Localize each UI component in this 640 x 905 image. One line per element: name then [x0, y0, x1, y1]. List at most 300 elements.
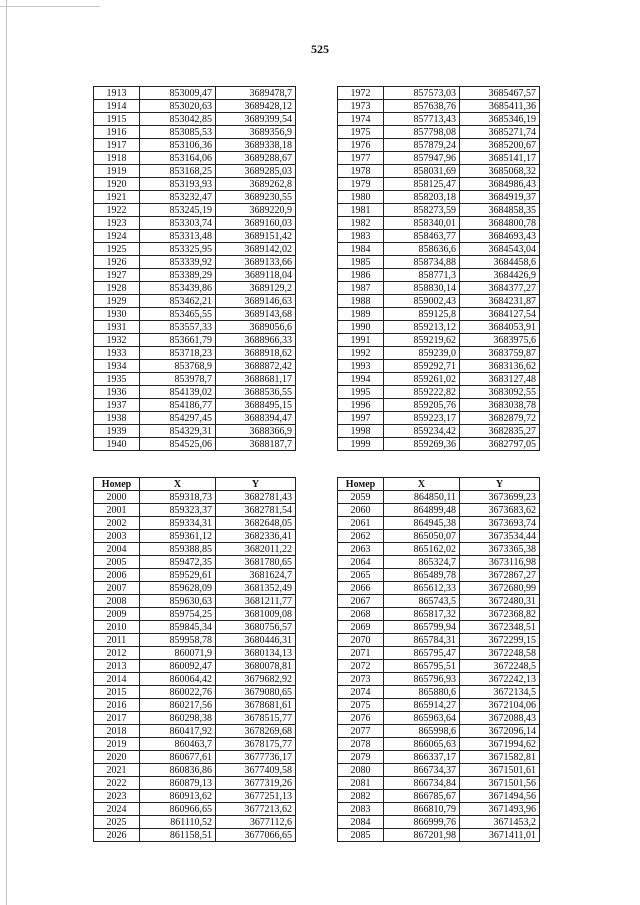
- x-coordinate-cell: 858203,18: [384, 191, 460, 204]
- y-coordinate-cell: 3685346,19: [460, 113, 540, 126]
- table-row: [338, 243, 540, 256]
- y-coordinate-cell: 3689160,03: [216, 217, 296, 230]
- point-number-cell: 2004: [94, 543, 140, 556]
- point-number-cell: 2061: [338, 517, 384, 530]
- x-coordinate-cell: 865817,32: [384, 608, 460, 621]
- table-row: [338, 556, 540, 569]
- table-row: [94, 425, 296, 438]
- y-coordinate-cell: 3688495,15: [216, 399, 296, 412]
- point-number-cell: 2067: [338, 595, 384, 608]
- point-number-cell: 2002: [94, 517, 140, 530]
- table-row: [338, 295, 540, 308]
- point-number-cell: 2011: [94, 634, 140, 647]
- y-coordinate-cell: 3672867,27: [460, 569, 540, 582]
- x-coordinate-cell: 865795,47: [384, 647, 460, 660]
- x-coordinate-cell: 860022,76: [140, 686, 216, 699]
- x-coordinate-cell: 859223,17: [384, 412, 460, 425]
- table-row: [338, 256, 540, 269]
- page-number: 525: [311, 42, 329, 56]
- point-number-cell: 1992: [338, 347, 384, 360]
- y-coordinate-cell: 3688536,55: [216, 386, 296, 399]
- y-coordinate-cell: 3683092,55: [460, 386, 540, 399]
- x-coordinate-cell: 858463,77: [384, 230, 460, 243]
- y-coordinate-cell: 3689146,63: [216, 295, 296, 308]
- y-coordinate-cell: 3683127,48: [460, 373, 540, 386]
- x-coordinate-cell: 859630,63: [140, 595, 216, 608]
- point-number-cell: 2007: [94, 582, 140, 595]
- point-number-cell: 1919: [94, 165, 140, 178]
- y-coordinate-cell: 3678681,61: [216, 699, 296, 712]
- x-coordinate-cell: 853718,23: [140, 347, 216, 360]
- table-row: [94, 803, 296, 816]
- header-x: X: [140, 478, 216, 491]
- table-row: [94, 777, 296, 790]
- table-row: [338, 660, 540, 673]
- y-coordinate-cell: 3682648,05: [216, 517, 296, 530]
- point-number-cell: 2059: [338, 491, 384, 504]
- point-number-cell: 2014: [94, 673, 140, 686]
- y-coordinate-cell: 3689133,66: [216, 256, 296, 269]
- y-coordinate-cell: 3672104,06: [460, 699, 540, 712]
- x-coordinate-cell: 859628,09: [140, 582, 216, 595]
- x-coordinate-cell: 864850,11: [384, 491, 460, 504]
- x-coordinate-cell: 860092,47: [140, 660, 216, 673]
- y-coordinate-cell: 3688187,7: [216, 438, 296, 451]
- point-number-cell: 1973: [338, 100, 384, 113]
- y-coordinate-cell: 3672088,43: [460, 712, 540, 725]
- header-x: X: [384, 478, 460, 491]
- point-number-cell: 2019: [94, 738, 140, 751]
- x-coordinate-cell: 858125,47: [384, 178, 460, 191]
- table-row: [94, 321, 296, 334]
- table-row: [94, 621, 296, 634]
- x-coordinate-cell: 853768,9: [140, 360, 216, 373]
- point-number-cell: 2008: [94, 595, 140, 608]
- table-row: [94, 295, 296, 308]
- point-number-cell: 2072: [338, 660, 384, 673]
- table-row: [338, 543, 540, 556]
- y-coordinate-cell: 3689143,68: [216, 308, 296, 321]
- x-coordinate-cell: 866999,76: [384, 816, 460, 829]
- point-number-cell: 1987: [338, 282, 384, 295]
- table-row: [94, 751, 296, 764]
- x-coordinate-cell: 857947,96: [384, 152, 460, 165]
- y-coordinate-cell: 3678175,77: [216, 738, 296, 751]
- table-row: [338, 87, 540, 100]
- coordinates-table-top-left: [93, 86, 296, 451]
- y-coordinate-cell: 3682797,05: [460, 438, 540, 451]
- table-row: [338, 608, 540, 621]
- x-coordinate-cell: 859754,25: [140, 608, 216, 621]
- point-number-cell: 2075: [338, 699, 384, 712]
- point-number-cell: 2024: [94, 803, 140, 816]
- table-row: [338, 764, 540, 777]
- x-coordinate-cell: 859361,12: [140, 530, 216, 543]
- y-coordinate-cell: 3684231,87: [460, 295, 540, 308]
- point-number-cell: 1938: [94, 412, 140, 425]
- x-coordinate-cell: 867201,98: [384, 829, 460, 842]
- x-coordinate-cell: 853168,25: [140, 165, 216, 178]
- point-number-cell: 2005: [94, 556, 140, 569]
- y-coordinate-cell: 3689262,8: [216, 178, 296, 191]
- table-row: [338, 139, 540, 152]
- point-number-cell: 1926: [94, 256, 140, 269]
- x-coordinate-cell: 859292,71: [384, 360, 460, 373]
- point-number-cell: 2022: [94, 777, 140, 790]
- table-row: [94, 191, 296, 204]
- point-number-cell: 1998: [338, 425, 384, 438]
- table-row: [94, 491, 296, 504]
- table-row: [94, 269, 296, 282]
- point-number-cell: 2079: [338, 751, 384, 764]
- point-number-cell: 1984: [338, 243, 384, 256]
- x-coordinate-cell: 859219,62: [384, 334, 460, 347]
- y-coordinate-cell: 3684986,43: [460, 178, 540, 191]
- x-coordinate-cell: 860913,62: [140, 790, 216, 803]
- table-row: [94, 204, 296, 217]
- point-number-cell: 2071: [338, 647, 384, 660]
- y-coordinate-cell: 3684693,43: [460, 230, 540, 243]
- table-row: [94, 608, 296, 621]
- x-coordinate-cell: 860836,86: [140, 764, 216, 777]
- point-number-cell: 1981: [338, 204, 384, 217]
- point-number-cell: 2070: [338, 634, 384, 647]
- x-coordinate-cell: 861158,51: [140, 829, 216, 842]
- table-row: [94, 113, 296, 126]
- x-coordinate-cell: 866337,17: [384, 751, 460, 764]
- y-coordinate-cell: 3677251,13: [216, 790, 296, 803]
- table-row: [94, 595, 296, 608]
- table-row: [94, 282, 296, 295]
- x-coordinate-cell: 853193,93: [140, 178, 216, 191]
- y-coordinate-cell: 3685271,74: [460, 126, 540, 139]
- header-number: Номер: [94, 478, 140, 491]
- point-number-cell: 1917: [94, 139, 140, 152]
- table-row: [338, 438, 540, 451]
- point-number-cell: 2085: [338, 829, 384, 842]
- y-coordinate-cell: 3688681,17: [216, 373, 296, 386]
- y-coordinate-cell: 3684919,37: [460, 191, 540, 204]
- point-number-cell: 1986: [338, 269, 384, 282]
- point-number-cell: 1934: [94, 360, 140, 373]
- table-row: [338, 204, 540, 217]
- header-y: Y: [460, 478, 540, 491]
- x-coordinate-cell: 860217,56: [140, 699, 216, 712]
- x-coordinate-cell: 859529,61: [140, 569, 216, 582]
- point-number-cell: 2062: [338, 530, 384, 543]
- x-coordinate-cell: 859002,43: [384, 295, 460, 308]
- x-coordinate-cell: 865162,02: [384, 543, 460, 556]
- y-coordinate-cell: 3673683,62: [460, 504, 540, 517]
- x-coordinate-cell: 865963,64: [384, 712, 460, 725]
- point-number-cell: 2009: [94, 608, 140, 621]
- table-row: [94, 699, 296, 712]
- x-coordinate-cell: 854186,77: [140, 399, 216, 412]
- table-row: [338, 738, 540, 751]
- point-number-cell: 2017: [94, 712, 140, 725]
- y-coordinate-cell: 3685068,32: [460, 165, 540, 178]
- table-row: [338, 569, 540, 582]
- table-row: [94, 530, 296, 543]
- point-number-cell: 1978: [338, 165, 384, 178]
- table-row: [338, 517, 540, 530]
- y-coordinate-cell: 3677066,65: [216, 829, 296, 842]
- x-coordinate-cell: 859261,02: [384, 373, 460, 386]
- point-number-cell: 1932: [94, 334, 140, 347]
- y-coordinate-cell: 3680078,81: [216, 660, 296, 673]
- x-coordinate-cell: 865914,27: [384, 699, 460, 712]
- table-row: [338, 803, 540, 816]
- table-row: [338, 308, 540, 321]
- table-row: [338, 373, 540, 386]
- table-row: [338, 217, 540, 230]
- y-coordinate-cell: 3672242,13: [460, 673, 540, 686]
- point-number-cell: 2012: [94, 647, 140, 660]
- y-coordinate-cell: 3689285,03: [216, 165, 296, 178]
- y-coordinate-cell: 3689288,67: [216, 152, 296, 165]
- x-coordinate-cell: 853106,36: [140, 139, 216, 152]
- point-number-cell: 1937: [94, 399, 140, 412]
- x-coordinate-cell: 854525,06: [140, 438, 216, 451]
- table-row: [338, 829, 540, 842]
- table-row: [94, 360, 296, 373]
- x-coordinate-cell: 860966,65: [140, 803, 216, 816]
- table-header-row: [94, 478, 296, 491]
- table-row: [338, 647, 540, 660]
- point-number-cell: 1914: [94, 100, 140, 113]
- y-coordinate-cell: 3684458,6: [460, 256, 540, 269]
- point-number-cell: 2073: [338, 673, 384, 686]
- y-coordinate-cell: 3685200,67: [460, 139, 540, 152]
- point-number-cell: 1999: [338, 438, 384, 451]
- x-coordinate-cell: 865612,33: [384, 582, 460, 595]
- table-row: [338, 634, 540, 647]
- y-coordinate-cell: 3684053,91: [460, 321, 540, 334]
- y-coordinate-cell: 3689220,9: [216, 204, 296, 217]
- x-coordinate-cell: 853085,53: [140, 126, 216, 139]
- y-coordinate-cell: 3684800,78: [460, 217, 540, 230]
- table-row: [338, 673, 540, 686]
- y-coordinate-cell: 3682879,72: [460, 412, 540, 425]
- table-row: [94, 647, 296, 660]
- table-row: [94, 438, 296, 451]
- x-coordinate-cell: 865743,5: [384, 595, 460, 608]
- y-coordinate-cell: 3682835,27: [460, 425, 540, 438]
- x-coordinate-cell: 854139,02: [140, 386, 216, 399]
- y-coordinate-cell: 3681624,7: [216, 569, 296, 582]
- point-number-cell: 1990: [338, 321, 384, 334]
- y-coordinate-cell: 3680134,13: [216, 647, 296, 660]
- table-row: [338, 269, 540, 282]
- x-coordinate-cell: 865998,6: [384, 725, 460, 738]
- y-coordinate-cell: 3677213,62: [216, 803, 296, 816]
- point-number-cell: 2016: [94, 699, 140, 712]
- x-coordinate-cell: 853009,47: [140, 87, 216, 100]
- point-number-cell: 1972: [338, 87, 384, 100]
- y-coordinate-cell: 3689478,7: [216, 87, 296, 100]
- y-coordinate-cell: 3682781,43: [216, 491, 296, 504]
- point-number-cell: 1979: [338, 178, 384, 191]
- point-number-cell: 2063: [338, 543, 384, 556]
- y-coordinate-cell: 3682011,22: [216, 543, 296, 556]
- table-row: [94, 738, 296, 751]
- point-number-cell: 2010: [94, 621, 140, 634]
- point-number-cell: 1924: [94, 230, 140, 243]
- table-row: [94, 178, 296, 191]
- x-coordinate-cell: 859269,36: [384, 438, 460, 451]
- point-number-cell: 2026: [94, 829, 140, 842]
- x-coordinate-cell: 853661,79: [140, 334, 216, 347]
- table-row: [94, 569, 296, 582]
- table-row: [94, 386, 296, 399]
- table-row: [94, 517, 296, 530]
- header-number: Номер: [338, 478, 384, 491]
- point-number-cell: 1923: [94, 217, 140, 230]
- point-number-cell: 1916: [94, 126, 140, 139]
- y-coordinate-cell: 3671493,96: [460, 803, 540, 816]
- table-row: [338, 347, 540, 360]
- y-coordinate-cell: 3673116,98: [460, 556, 540, 569]
- point-number-cell: 2023: [94, 790, 140, 803]
- y-coordinate-cell: 3684426,9: [460, 269, 540, 282]
- table-row: [94, 504, 296, 517]
- y-coordinate-cell: 3689338,18: [216, 139, 296, 152]
- x-coordinate-cell: 860463,7: [140, 738, 216, 751]
- x-coordinate-cell: 865796,93: [384, 673, 460, 686]
- point-number-cell: 2025: [94, 816, 140, 829]
- point-number-cell: 1939: [94, 425, 140, 438]
- y-coordinate-cell: 3673534,44: [460, 530, 540, 543]
- y-coordinate-cell: 3672248,5: [460, 660, 540, 673]
- y-coordinate-cell: 3689118,04: [216, 269, 296, 282]
- table-row: [338, 321, 540, 334]
- x-coordinate-cell: 859958,78: [140, 634, 216, 647]
- y-coordinate-cell: 3680446,31: [216, 634, 296, 647]
- point-number-cell: 1927: [94, 269, 140, 282]
- table-row: [338, 504, 540, 517]
- y-coordinate-cell: 3689142,02: [216, 243, 296, 256]
- table-row: [338, 334, 540, 347]
- y-coordinate-cell: 3684858,35: [460, 204, 540, 217]
- x-coordinate-cell: 853462,21: [140, 295, 216, 308]
- point-number-cell: 2021: [94, 764, 140, 777]
- point-number-cell: 1930: [94, 308, 140, 321]
- point-number-cell: 1995: [338, 386, 384, 399]
- x-coordinate-cell: 860064,42: [140, 673, 216, 686]
- x-coordinate-cell: 857713,43: [384, 113, 460, 126]
- y-coordinate-cell: 3681009,08: [216, 608, 296, 621]
- x-coordinate-cell: 864945,38: [384, 517, 460, 530]
- point-number-cell: 2074: [338, 686, 384, 699]
- y-coordinate-cell: 3688918,62: [216, 347, 296, 360]
- x-coordinate-cell: 853232,47: [140, 191, 216, 204]
- point-number-cell: 2001: [94, 504, 140, 517]
- x-coordinate-cell: 864899,48: [384, 504, 460, 517]
- point-number-cell: 1985: [338, 256, 384, 269]
- point-number-cell: 1931: [94, 321, 140, 334]
- table-row: [338, 491, 540, 504]
- table-row: [338, 790, 540, 803]
- table-row: [338, 230, 540, 243]
- point-number-cell: 1922: [94, 204, 140, 217]
- table-row: [338, 360, 540, 373]
- table-row: [338, 191, 540, 204]
- y-coordinate-cell: 3672096,14: [460, 725, 540, 738]
- point-number-cell: 1920: [94, 178, 140, 191]
- table-row: [94, 399, 296, 412]
- coordinates-table-top-right: [337, 86, 540, 451]
- x-coordinate-cell: 861110,52: [140, 816, 216, 829]
- point-number-cell: 1997: [338, 412, 384, 425]
- point-number-cell: 2065: [338, 569, 384, 582]
- table-row: [94, 582, 296, 595]
- x-coordinate-cell: 853325,95: [140, 243, 216, 256]
- y-coordinate-cell: 3672134,5: [460, 686, 540, 699]
- x-coordinate-cell: 859323,37: [140, 504, 216, 517]
- point-number-cell: 2064: [338, 556, 384, 569]
- y-coordinate-cell: 3673693,74: [460, 517, 540, 530]
- y-coordinate-cell: 3679080,65: [216, 686, 296, 699]
- point-number-cell: 1991: [338, 334, 384, 347]
- y-coordinate-cell: 3689151,42: [216, 230, 296, 243]
- table-row: [94, 139, 296, 152]
- scan-edge-top: [0, 6, 100, 7]
- x-coordinate-cell: 865799,94: [384, 621, 460, 634]
- table-row: [338, 699, 540, 712]
- x-coordinate-cell: 866734,84: [384, 777, 460, 790]
- y-coordinate-cell: 3688394,47: [216, 412, 296, 425]
- y-coordinate-cell: 3685467,57: [460, 87, 540, 100]
- y-coordinate-cell: 3671501,56: [460, 777, 540, 790]
- y-coordinate-cell: 3689056,6: [216, 321, 296, 334]
- point-number-cell: 1977: [338, 152, 384, 165]
- table-row: [94, 308, 296, 321]
- point-number-cell: 1925: [94, 243, 140, 256]
- y-coordinate-cell: 3688872,42: [216, 360, 296, 373]
- point-number-cell: 1915: [94, 113, 140, 126]
- y-coordinate-cell: 3671453,2: [460, 816, 540, 829]
- table-row: [94, 412, 296, 425]
- point-number-cell: 1921: [94, 191, 140, 204]
- y-coordinate-cell: 3672480,31: [460, 595, 540, 608]
- coordinates-table-bottom-left: [93, 477, 296, 842]
- y-coordinate-cell: 3671494,56: [460, 790, 540, 803]
- point-number-cell: 2018: [94, 725, 140, 738]
- y-coordinate-cell: 3677409,58: [216, 764, 296, 777]
- y-coordinate-cell: 3672248,58: [460, 647, 540, 660]
- table-row: [94, 712, 296, 725]
- point-number-cell: 2066: [338, 582, 384, 595]
- y-coordinate-cell: 3672299,15: [460, 634, 540, 647]
- point-number-cell: 1936: [94, 386, 140, 399]
- point-number-cell: 1918: [94, 152, 140, 165]
- x-coordinate-cell: 858771,3: [384, 269, 460, 282]
- table-row: [338, 412, 540, 425]
- point-number-cell: 2003: [94, 530, 140, 543]
- point-number-cell: 1993: [338, 360, 384, 373]
- table-row: [338, 282, 540, 295]
- x-coordinate-cell: 857879,24: [384, 139, 460, 152]
- x-coordinate-cell: 859234,42: [384, 425, 460, 438]
- y-coordinate-cell: 3688366,9: [216, 425, 296, 438]
- y-coordinate-cell: 3673699,23: [460, 491, 540, 504]
- x-coordinate-cell: 865784,31: [384, 634, 460, 647]
- point-number-cell: 1988: [338, 295, 384, 308]
- y-coordinate-cell: 3671411,01: [460, 829, 540, 842]
- point-number-cell: 2013: [94, 660, 140, 673]
- x-coordinate-cell: 859222,82: [384, 386, 460, 399]
- table-row: [338, 425, 540, 438]
